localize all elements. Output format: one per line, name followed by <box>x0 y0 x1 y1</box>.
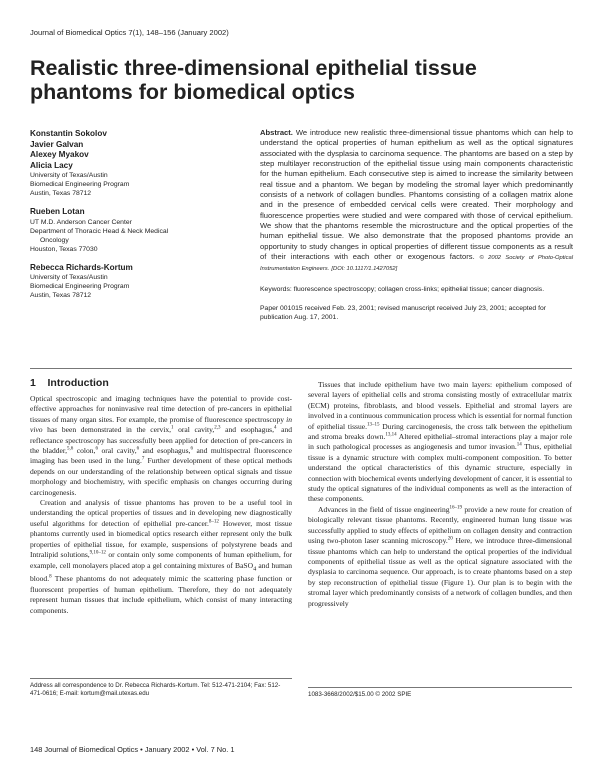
author-name: Rueben Lotan <box>30 207 85 216</box>
page-footer: 148 Journal of Biomedical Optics • January 2002 • Vol. 7 No. 1 <box>30 745 235 754</box>
doi: [DOI: 10.1117/1.1427052] <box>331 266 398 273</box>
author-group-1 <box>30 129 245 198</box>
copyright-notice: © 2002 Society of Photo-Optical Instrumentation Engineers. <box>260 255 573 273</box>
author-group-2 <box>30 207 245 254</box>
body-paragraph: Tissues that include epithelium have two main layers: epithelium composed of several layers of epithelial cells and stroma consisting mostly of extracellular matrix (ECM) proteins, fibroblasts, and blood vessels. Epithelial and stromal layers are involved in a continuous communication process which is essential for normal function of epithelial tissue.$^{13-15}$ During carcinogenesis, the cross talk between the epithelium and stroma breaks down.$^{13,14}$ Altered epithelial–stromal interactions play a major role in such pathological processes as angiogenesis and tumor invasion.$^{14}$ Thus, epithelial tissue is a dynamic structure with complex multi-component composition. To better understand the optical characteristics of this dynamic structure, especially in connection with biochemical events underlying development of cancer, it is essential to study the optical signatures of the individual components as well as the interaction of these components. <box>308 380 573 504</box>
paper-title: Realistic three-dimensional epithelial tissue phantoms for biomedical optics <box>30 56 477 104</box>
paper-dates: Paper 001015 received Feb. 23, 2001; revised manuscript received July 23, 2001; accepted for publication Aug. 17, 2001. <box>260 304 547 321</box>
affiliation-line: Austin, Texas 78712 <box>30 190 92 197</box>
affiliation-line: Houston, Texas 77030 <box>30 245 98 253</box>
affiliation-line: UT M.D. Anderson Cancer Center <box>30 218 132 226</box>
affiliation-line: Oncology <box>40 236 69 244</box>
affiliation-line: Biomedical Engineering Program <box>30 283 130 290</box>
author-name: Alexey Myakov <box>30 150 89 159</box>
author-name: Konstantin Sokolov <box>30 129 107 138</box>
section-number: 1 <box>30 377 36 389</box>
divider <box>30 368 572 369</box>
body-paragraph: Advances in the field of tissue engineering$^{16-19}$ provide a new route for creation of biologically relevant tissue phantoms. Recently, engineered human lung tissue was successfully applied to study effects of epithelium on collagen density and contraction using two-photon laser scanning microscopy.$^{20}$ Here, we introduce three-dimensional tissue phantoms which can help to understand the optical properties of the individual components of epithelial tissue as well as the optical signature associated with the dysplasia to carcinoma sequence. Our approach, is to create phantoms based on a step by step reconstruction of epithelial tissue (Figure 1). Our plan is to begin with the stromal layer which predominantly consists of a network of collagen bundles, and then progressively <box>308 504 572 608</box>
affiliation-line: Department of Thoracic Head & Neck Medical <box>30 227 169 235</box>
issn-line: 1083-3668/2002/$15.00 © 2002 SPIE <box>308 691 412 698</box>
author-name: Javier Galvan <box>30 139 84 149</box>
author-name: Alicia Lacy <box>30 160 73 170</box>
body-paragraph: Creation and analysis of tissue phantoms has proven to be a useful tool in understanding the optical properties of tissues and in developing new diagnostically useful algorithms for detection of epithelial pre-cancer.$^{8-12}$ However, most tissue phantoms currently used in biomedical optics research either represent only the bulk properties of epithelial tissue, for example, suspensions of polystyrene beads and Intralipid solutions,$^{9,10-12}$ or contain only some components of human epithelium, for example, cell monolayers placed atop a gel containing mixtures of BaSO$_4$ and human blood.$^8$ These phantoms do not adequately mimic the scattering phase function or fluorescent properties of human epithelium. Therefore, they do not adequately represent human tissues that include epithelium, which consist of many interacting components. <box>30 498 292 615</box>
author-list <box>30 129 245 309</box>
author-group-3 <box>30 263 245 301</box>
author-name: Rebecca Richards-Kortum <box>30 262 133 272</box>
abstract <box>260 128 573 275</box>
body-column-left <box>30 394 292 616</box>
abstract-text: We introduce new realistic three-dimensional tissue phantoms which can help to understand the optical properties of human epithelium as well as the optical signatures associated with the dysplasia to carcinoma sequence. The phantoms are based on a step by step multilayer reconstruction of the epithelial tissue using main components characteristic for the human epithelium. Each consecutive step is aimed to increase the similarity between real tissue and a phantom. We began by modeling the stromal layer which predominantly consists of a network of collagen bundles. Phantoms consisting of a collagen matrix alone and in the presence of embedded cervical cells were created. Their morphology and fluorescence properties were studied and were compared with those of cervical epithelium. We show that the phantoms resemble the microstructure and the optical properties of the human epithelial tissue. We also demonstrate that the proposed phantoms provide an opportunity to study changes in optical properties of different tissue components as a result of their interactions with each other or exogenous factors. <box>260 128 573 262</box>
affiliation-line: Austin, Texas 78712 <box>30 292 92 299</box>
keywords: Keywords: fluorescence spectroscopy; collagen cross-links; epithelial tissue; cancer diagnosis. <box>260 285 545 293</box>
affiliation-line: University of Texas/Austin <box>30 172 108 179</box>
abstract-label: Abstract. <box>260 128 293 137</box>
abstract-column <box>260 128 573 322</box>
section-heading <box>30 377 109 389</box>
correspondence-footnote: Address all correspondence to Dr. Rebecca Richards-Kortum. Tel: 512-471-2104; Fax: 512-471-0616; E-mail: kortum@mail.utexas.edu <box>30 682 281 697</box>
issn-divider <box>308 687 572 688</box>
section-title: Introduction <box>47 377 109 389</box>
footnote-divider <box>30 678 292 679</box>
body-column-right <box>308 380 572 609</box>
affiliation-line: Biomedical Engineering Program <box>30 181 130 188</box>
journal-header: Journal of Biomedical Optics 7(1), 148–156 (January 2002) <box>30 28 229 37</box>
affiliation-line: University of Texas/Austin <box>30 274 108 281</box>
body-paragraph: Optical spectroscopic and imaging techniques have the potential to provide cost-effective approaches for noninvasive real time detection of pre-cancers in epithelial tissues of many organ sites. For example, the promise of fluorescence spectroscopy in vivo has been demonstrated in the cervix,$^1$ oral cavity,$^{2,3}$ and esophagus,$^4$ and reflectance spectroscopy has successfully been applied for detection of pre-cancers in the bladder,$^{5,6}$ colon,$^6$ oral cavity,$^6$ and esophagus,$^6$ and multispectral fluorescence imaging has been used in the lung.$^7$ Further development of these optical methods depends on our understanding of the relationship between optical signals and tissue morphology and biochemistry, with specific emphasis on changes occurring during carcinogenesis. <box>30 394 293 497</box>
